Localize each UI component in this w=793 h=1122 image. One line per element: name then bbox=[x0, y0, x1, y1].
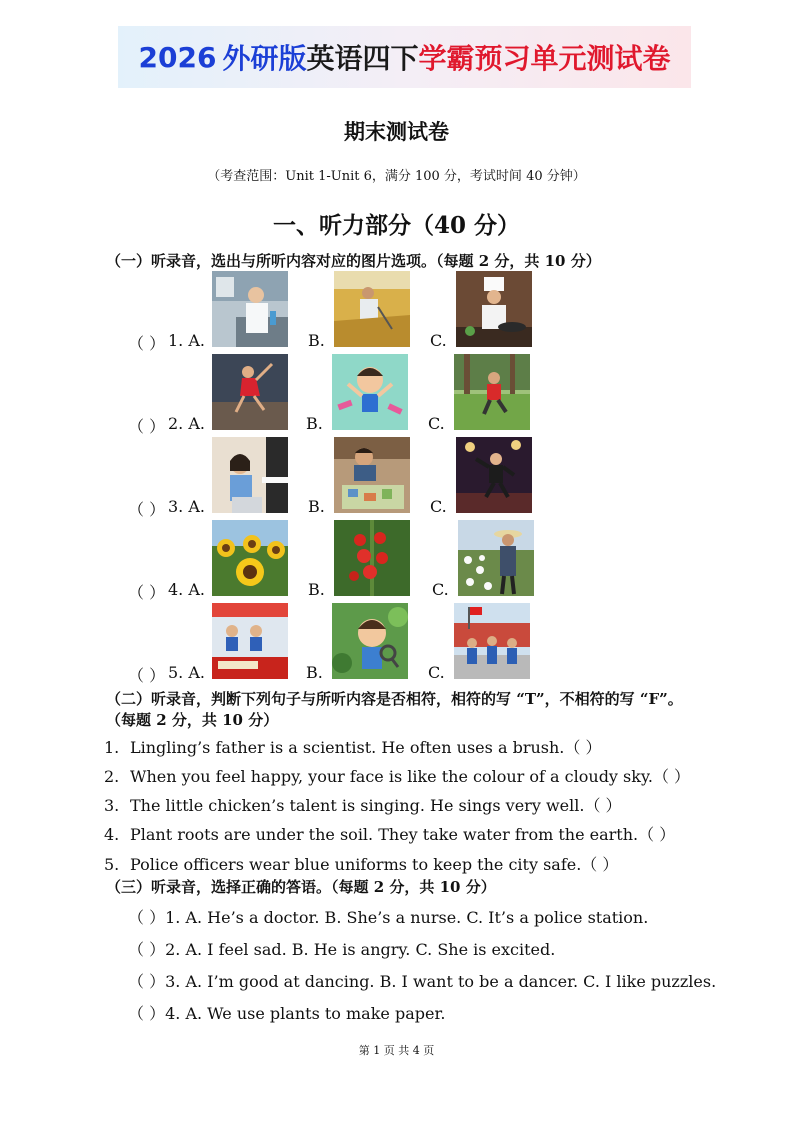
scientist-in-lab-image bbox=[212, 271, 288, 347]
answer-blank[interactable]: （ ） bbox=[128, 334, 166, 353]
banner-publisher: 外研版 bbox=[222, 42, 307, 75]
mc-question: （ ）1. A. He’s a doctor. B. She’s a nurse. C. It’s a police station. bbox=[128, 908, 649, 927]
tf-question bbox=[104, 793, 622, 816]
option-b-label: B. bbox=[308, 580, 325, 599]
option-a-label: 3. A. bbox=[168, 497, 205, 516]
students-calligraphy-image bbox=[212, 603, 288, 679]
answer-blank[interactable]: （ ） bbox=[128, 500, 166, 519]
tf-question bbox=[104, 764, 690, 787]
option-a-label: 2. A. bbox=[168, 414, 205, 433]
part-heading-listening: 一、听力部分（40 分） bbox=[272, 212, 520, 239]
page-footer: 第 1 页 共 4 页 bbox=[358, 1044, 435, 1057]
exam-scope: （考查范围：Unit 1-Unit 6，满分 100 分，考试时间 40 分钟） bbox=[207, 169, 586, 184]
banner-subject: 英语四下 bbox=[306, 42, 419, 75]
option-b-label: B. bbox=[306, 414, 323, 433]
tomato-plant-image bbox=[334, 520, 410, 596]
option-c-label: C. bbox=[428, 414, 445, 433]
section-2-header: （二）听录音，判断下列句子与所听内容是否相符，相符的写 “T”，不相符的写 “F”。 bbox=[106, 690, 683, 708]
option-b-label: B. bbox=[308, 497, 325, 516]
header-banner bbox=[118, 26, 691, 88]
farmer-in-wheat-field-image bbox=[334, 271, 410, 347]
cartoon-boy-magnifier-image bbox=[332, 603, 408, 679]
section-1-header: （一）听录音，选出与所听内容对应的图片选项。（每题 2 分，共 10 分） bbox=[106, 252, 601, 270]
question-number: 2. bbox=[104, 767, 120, 786]
option-c-label: C. bbox=[432, 580, 449, 599]
girl-playing-piano-image bbox=[212, 437, 288, 513]
man-in-cotton-field-image bbox=[458, 520, 534, 596]
option-b-label: B. bbox=[306, 663, 323, 682]
boy-doing-puzzle-image bbox=[334, 437, 410, 513]
tf-question bbox=[104, 822, 675, 845]
section-2-header-points: （每题 2 分，共 10 分） bbox=[106, 711, 279, 729]
chef-cooking-image bbox=[456, 271, 532, 347]
boy-running-park-image bbox=[454, 354, 530, 430]
question-text: Police officers wear blue uniforms to keep the city safe.（ ） bbox=[130, 855, 619, 874]
question-text: Lingling’s father is a scientist. He often uses a brush.（ ） bbox=[130, 738, 602, 757]
question-number: 3. bbox=[104, 796, 120, 815]
option-a-label: 1. A. bbox=[168, 331, 205, 350]
option-a-label: 5. A. bbox=[168, 663, 205, 682]
mc-question: （ ）3. A. I’m good at dancing. B. I want to be a dancer. C. I like puzzles. bbox=[128, 972, 717, 991]
option-a-label: 4. A. bbox=[168, 580, 205, 599]
question-text: Plant roots are under the soil. They take water from the earth.（ ） bbox=[130, 825, 676, 844]
question-number: 5. bbox=[104, 855, 120, 874]
banner-year: 2026 bbox=[138, 40, 217, 74]
boy-dancing-stage-image bbox=[456, 437, 532, 513]
answer-blank[interactable]: （ ） bbox=[128, 666, 166, 685]
answer-blank[interactable]: （ ） bbox=[128, 583, 166, 602]
girl-jumping-gym-image bbox=[212, 354, 288, 430]
option-c-label: C. bbox=[430, 331, 447, 350]
page-title: 期末测试卷 bbox=[344, 119, 449, 144]
sunflowers-image bbox=[212, 520, 288, 596]
section-3-header: （三）听录音，选择正确的答语。（每题 2 分，共 10 分） bbox=[106, 878, 496, 896]
students-flag-school-image bbox=[454, 603, 530, 679]
tf-question bbox=[104, 852, 618, 875]
option-c-label: C. bbox=[428, 663, 445, 682]
question-text: The little chicken’s talent is singing. He sings very well.（ ） bbox=[130, 796, 622, 815]
question-text: When you feel happy, your face is like the colour of a cloudy sky.（ ） bbox=[130, 767, 691, 786]
mc-question: （ ）2. A. I feel sad. B. He is angry. C. She is excited. bbox=[128, 940, 556, 959]
tf-question bbox=[104, 735, 601, 758]
mc-question: （ ）4. A. We use plants to make paper. bbox=[128, 1004, 446, 1023]
banner-series: 学霸预习单元测试卷 bbox=[418, 42, 671, 75]
answer-blank[interactable]: （ ） bbox=[128, 417, 166, 436]
cartoon-boy-jumping-image bbox=[332, 354, 408, 430]
option-c-label: C. bbox=[430, 497, 447, 516]
question-number: 1. bbox=[104, 738, 120, 757]
option-b-label: B. bbox=[308, 331, 325, 350]
question-number: 4. bbox=[104, 825, 120, 844]
